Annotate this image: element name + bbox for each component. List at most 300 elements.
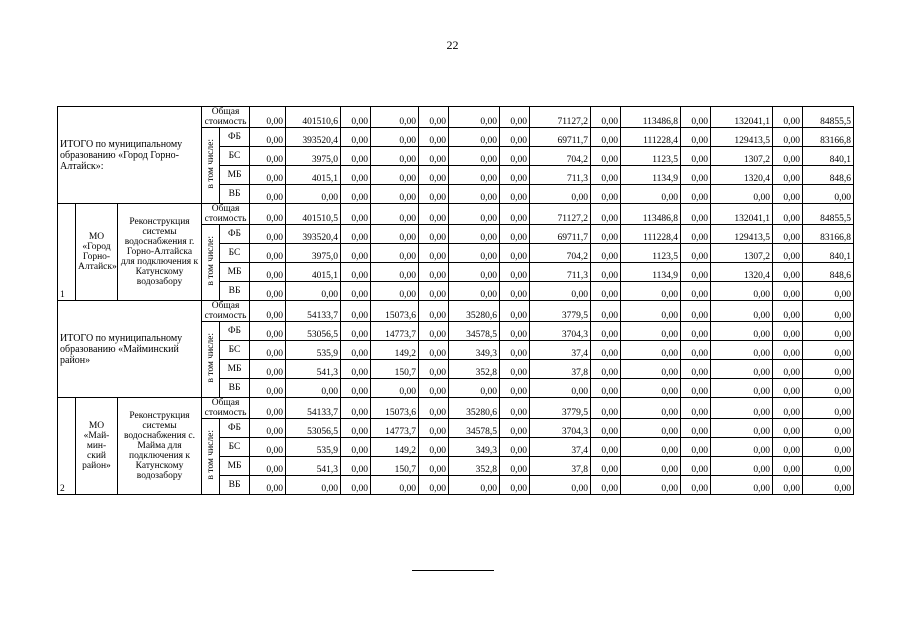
- value-cell: 541,3: [286, 360, 341, 379]
- value-cell: 0,00: [681, 263, 711, 282]
- value-cell: 352,8: [449, 457, 500, 476]
- value-cell: 0,00: [250, 322, 286, 341]
- value-cell: 0,00: [419, 263, 449, 282]
- value-cell: 0,00: [341, 322, 371, 341]
- value-cell: 0,00: [449, 476, 500, 495]
- value-cell: 0,00: [250, 419, 286, 438]
- value-cell: 0,00: [419, 398, 449, 419]
- value-cell: 0,00: [286, 282, 341, 301]
- value-cell: 0,00: [773, 147, 803, 166]
- funding-source-label: МБ: [220, 457, 250, 476]
- value-cell: 0,00: [449, 128, 500, 147]
- value-cell: 0,00: [250, 398, 286, 419]
- value-cell: 535,9: [286, 438, 341, 457]
- page-number: 22: [446, 38, 459, 52]
- value-cell: 0,00: [500, 341, 530, 360]
- value-cell: 0,00: [449, 166, 500, 185]
- value-cell: 1123,5: [621, 244, 681, 263]
- value-cell: 0,00: [591, 282, 621, 301]
- value-cell: 352,8: [449, 360, 500, 379]
- value-cell: 0,00: [681, 457, 711, 476]
- value-cell: 0,00: [250, 476, 286, 495]
- value-cell: 0,00: [341, 438, 371, 457]
- value-cell: 0,00: [773, 282, 803, 301]
- value-cell: 0,00: [371, 476, 419, 495]
- value-cell: 0,00: [681, 107, 711, 128]
- value-cell: 0,00: [681, 476, 711, 495]
- municipality-name: МО «Май-мин-ский район»: [76, 398, 118, 495]
- value-cell: 0,00: [449, 379, 500, 398]
- value-cell: 0,00: [419, 457, 449, 476]
- value-cell: 150,7: [371, 360, 419, 379]
- value-cell: 0,00: [500, 107, 530, 128]
- value-cell: 0,00: [681, 419, 711, 438]
- value-cell: 0,00: [530, 476, 591, 495]
- value-cell: 150,7: [371, 457, 419, 476]
- value-cell: 0,00: [803, 476, 854, 495]
- value-cell: 0,00: [681, 301, 711, 322]
- item-index: 1: [58, 204, 76, 301]
- value-cell: 0,00: [591, 263, 621, 282]
- value-cell: 0,00: [286, 476, 341, 495]
- value-cell: 0,00: [500, 301, 530, 322]
- value-cell: 132041,1: [711, 204, 773, 225]
- value-cell: 0,00: [711, 476, 773, 495]
- including-text: в том числе:: [205, 333, 216, 383]
- value-cell: 0,00: [591, 438, 621, 457]
- value-cell: 0,00: [250, 379, 286, 398]
- value-cell: 3975,0: [286, 147, 341, 166]
- value-cell: 149,2: [371, 341, 419, 360]
- value-cell: 0,00: [449, 107, 500, 128]
- value-cell: 0,00: [621, 438, 681, 457]
- value-cell: 14773,7: [371, 419, 419, 438]
- value-cell: 1123,5: [621, 147, 681, 166]
- value-cell: 3779,5: [530, 398, 591, 419]
- value-cell: 0,00: [341, 341, 371, 360]
- value-cell: 0,00: [341, 128, 371, 147]
- value-cell: 0,00: [803, 457, 854, 476]
- value-cell: 0,00: [371, 185, 419, 204]
- value-cell: 0,00: [681, 398, 711, 419]
- value-cell: 0,00: [371, 244, 419, 263]
- value-cell: 37,8: [530, 360, 591, 379]
- value-cell: 0,00: [419, 438, 449, 457]
- value-cell: 0,00: [621, 301, 681, 322]
- value-cell: 0,00: [500, 128, 530, 147]
- value-cell: 0,00: [530, 185, 591, 204]
- table-row: [58, 398, 854, 419]
- value-cell: 0,00: [621, 322, 681, 341]
- value-cell: 0,00: [419, 301, 449, 322]
- value-cell: 71127,2: [530, 107, 591, 128]
- project-name: Реконструкция системы водоснабжения г. Горно-Алтайска для подключения к Катунскому водозабору: [118, 204, 202, 301]
- value-cell: 0,00: [341, 457, 371, 476]
- funding-source-label: ФБ: [220, 225, 250, 244]
- value-cell: 0,00: [250, 301, 286, 322]
- value-cell: 0,00: [681, 204, 711, 225]
- value-cell: 0,00: [621, 419, 681, 438]
- value-cell: 0,00: [419, 166, 449, 185]
- value-cell: 0,00: [591, 204, 621, 225]
- value-cell: 704,2: [530, 244, 591, 263]
- value-cell: 3975,0: [286, 244, 341, 263]
- value-cell: 4015,1: [286, 166, 341, 185]
- value-cell: 35280,6: [449, 398, 500, 419]
- value-cell: 0,00: [419, 282, 449, 301]
- value-cell: 0,00: [250, 282, 286, 301]
- value-cell: 0,00: [711, 398, 773, 419]
- value-cell: 704,2: [530, 147, 591, 166]
- value-cell: 0,00: [681, 166, 711, 185]
- value-cell: 111228,4: [621, 225, 681, 244]
- including-label: [202, 419, 220, 495]
- value-cell: 0,00: [500, 244, 530, 263]
- value-cell: 401510,5: [286, 204, 341, 225]
- value-cell: 0,00: [500, 438, 530, 457]
- value-cell: 0,00: [341, 244, 371, 263]
- value-cell: 0,00: [591, 360, 621, 379]
- funding-source-label: МБ: [220, 263, 250, 282]
- value-cell: 0,00: [419, 185, 449, 204]
- value-cell: 0,00: [371, 204, 419, 225]
- value-cell: 0,00: [803, 301, 854, 322]
- value-cell: 0,00: [591, 398, 621, 419]
- total-title: ИТОГО по муниципальному образованию «Майминский район»: [58, 301, 202, 398]
- value-cell: 113486,8: [621, 204, 681, 225]
- value-cell: 0,00: [803, 322, 854, 341]
- value-cell: 0,00: [250, 166, 286, 185]
- value-cell: 0,00: [711, 379, 773, 398]
- value-cell: 0,00: [803, 398, 854, 419]
- value-cell: 0,00: [773, 204, 803, 225]
- including-text: в том числе:: [205, 430, 216, 480]
- value-cell: 0,00: [419, 107, 449, 128]
- value-cell: 0,00: [341, 398, 371, 419]
- value-cell: 0,00: [591, 107, 621, 128]
- value-cell: 0,00: [500, 476, 530, 495]
- value-cell: 0,00: [591, 244, 621, 263]
- value-cell: 0,00: [341, 419, 371, 438]
- value-cell: 0,00: [803, 379, 854, 398]
- funding-source-label: ВБ: [220, 476, 250, 495]
- value-cell: 0,00: [341, 301, 371, 322]
- value-cell: 0,00: [621, 457, 681, 476]
- value-cell: 0,00: [773, 457, 803, 476]
- value-cell: 0,00: [773, 438, 803, 457]
- value-cell: 0,00: [591, 185, 621, 204]
- value-cell: 0,00: [371, 107, 419, 128]
- value-cell: 0,00: [500, 379, 530, 398]
- value-cell: 0,00: [711, 438, 773, 457]
- value-cell: 0,00: [591, 147, 621, 166]
- value-cell: 0,00: [681, 225, 711, 244]
- value-cell: 0,00: [773, 107, 803, 128]
- value-cell: 15073,6: [371, 301, 419, 322]
- value-cell: 349,3: [449, 438, 500, 457]
- total-cost-label: Общая стоимость: [202, 301, 250, 322]
- including-label: [202, 225, 220, 301]
- value-cell: 0,00: [419, 360, 449, 379]
- value-cell: 4015,1: [286, 263, 341, 282]
- value-cell: 0,00: [449, 263, 500, 282]
- value-cell: 0,00: [591, 419, 621, 438]
- value-cell: 0,00: [419, 244, 449, 263]
- value-cell: 14773,7: [371, 322, 419, 341]
- value-cell: 1320,4: [711, 166, 773, 185]
- value-cell: 0,00: [773, 225, 803, 244]
- value-cell: 129413,5: [711, 128, 773, 147]
- value-cell: 0,00: [500, 322, 530, 341]
- value-cell: 0,00: [500, 225, 530, 244]
- value-cell: 15073,6: [371, 398, 419, 419]
- value-cell: 0,00: [449, 204, 500, 225]
- value-cell: 1320,4: [711, 263, 773, 282]
- value-cell: 0,00: [419, 476, 449, 495]
- item-index: 2: [58, 398, 76, 495]
- value-cell: 0,00: [341, 107, 371, 128]
- value-cell: 0,00: [250, 457, 286, 476]
- funding-source-label: БС: [220, 244, 250, 263]
- value-cell: 129413,5: [711, 225, 773, 244]
- value-cell: 83166,8: [803, 128, 854, 147]
- value-cell: 0,00: [711, 360, 773, 379]
- value-cell: 71127,2: [530, 204, 591, 225]
- value-cell: 0,00: [681, 341, 711, 360]
- value-cell: 0,00: [371, 166, 419, 185]
- value-cell: 0,00: [250, 128, 286, 147]
- value-cell: 0,00: [419, 128, 449, 147]
- value-cell: 401510,6: [286, 107, 341, 128]
- value-cell: 0,00: [419, 147, 449, 166]
- value-cell: 0,00: [681, 438, 711, 457]
- value-cell: 0,00: [621, 398, 681, 419]
- value-cell: 69711,7: [530, 128, 591, 147]
- value-cell: 0,00: [371, 282, 419, 301]
- value-cell: 0,00: [286, 185, 341, 204]
- value-cell: 0,00: [250, 185, 286, 204]
- value-cell: 3779,5: [530, 301, 591, 322]
- table-row: [58, 107, 854, 128]
- value-cell: 0,00: [449, 282, 500, 301]
- value-cell: 0,00: [500, 166, 530, 185]
- including-label: [202, 128, 220, 204]
- value-cell: 0,00: [250, 360, 286, 379]
- value-cell: 0,00: [681, 360, 711, 379]
- value-cell: 83166,8: [803, 225, 854, 244]
- value-cell: 0,00: [591, 457, 621, 476]
- funding-source-label: ФБ: [220, 322, 250, 341]
- funding-source-label: МБ: [220, 360, 250, 379]
- value-cell: 0,00: [449, 185, 500, 204]
- value-cell: 0,00: [773, 301, 803, 322]
- value-cell: 840,1: [803, 147, 854, 166]
- value-cell: 0,00: [773, 244, 803, 263]
- value-cell: 393520,4: [286, 128, 341, 147]
- value-cell: 0,00: [621, 185, 681, 204]
- value-cell: 0,00: [711, 419, 773, 438]
- value-cell: 69711,7: [530, 225, 591, 244]
- funding-source-label: ВБ: [220, 379, 250, 398]
- value-cell: 0,00: [591, 166, 621, 185]
- value-cell: 53056,5: [286, 322, 341, 341]
- value-cell: 34578,5: [449, 419, 500, 438]
- value-cell: 0,00: [773, 341, 803, 360]
- value-cell: 393520,4: [286, 225, 341, 244]
- value-cell: 0,00: [711, 282, 773, 301]
- value-cell: 0,00: [591, 476, 621, 495]
- value-cell: 0,00: [591, 225, 621, 244]
- value-cell: 0,00: [419, 225, 449, 244]
- value-cell: 0,00: [449, 147, 500, 166]
- value-cell: 0,00: [803, 360, 854, 379]
- value-cell: 349,3: [449, 341, 500, 360]
- value-cell: 0,00: [803, 438, 854, 457]
- funding-source-label: ФБ: [220, 128, 250, 147]
- funding-source-label: МБ: [220, 166, 250, 185]
- value-cell: 0,00: [341, 225, 371, 244]
- table-row: [58, 301, 854, 322]
- value-cell: 54133,7: [286, 301, 341, 322]
- value-cell: 1134,9: [621, 166, 681, 185]
- value-cell: 848,6: [803, 263, 854, 282]
- value-cell: 0,00: [500, 204, 530, 225]
- value-cell: 0,00: [803, 185, 854, 204]
- value-cell: 0,00: [419, 204, 449, 225]
- value-cell: 0,00: [711, 341, 773, 360]
- value-cell: 0,00: [286, 379, 341, 398]
- value-cell: 84855,5: [803, 204, 854, 225]
- value-cell: 0,00: [621, 476, 681, 495]
- including-text: в том числе:: [205, 236, 216, 286]
- value-cell: 0,00: [711, 457, 773, 476]
- value-cell: 0,00: [681, 282, 711, 301]
- value-cell: 840,1: [803, 244, 854, 263]
- value-cell: 53056,5: [286, 419, 341, 438]
- value-cell: 0,00: [681, 244, 711, 263]
- total-cost-label: Общая стоимость: [202, 107, 250, 128]
- value-cell: 0,00: [341, 204, 371, 225]
- value-cell: 0,00: [341, 147, 371, 166]
- value-cell: 132041,1: [711, 107, 773, 128]
- value-cell: 541,3: [286, 457, 341, 476]
- total-title: ИТОГО по муниципальному образованию «Город Горно-Алтайск»:: [58, 107, 202, 204]
- funding-source-label: БС: [220, 147, 250, 166]
- value-cell: 1134,9: [621, 263, 681, 282]
- table-body: [58, 107, 854, 495]
- value-cell: 0,00: [773, 476, 803, 495]
- value-cell: 3704,3: [530, 322, 591, 341]
- value-cell: 0,00: [341, 379, 371, 398]
- value-cell: 0,00: [250, 147, 286, 166]
- value-cell: 0,00: [500, 147, 530, 166]
- value-cell: 113486,8: [621, 107, 681, 128]
- funding-source-label: ФБ: [220, 419, 250, 438]
- value-cell: 711,3: [530, 166, 591, 185]
- value-cell: 0,00: [681, 185, 711, 204]
- value-cell: 0,00: [681, 379, 711, 398]
- value-cell: 0,00: [371, 379, 419, 398]
- value-cell: 0,00: [250, 225, 286, 244]
- funding-source-label: ВБ: [220, 282, 250, 301]
- value-cell: 0,00: [621, 360, 681, 379]
- value-cell: 0,00: [621, 379, 681, 398]
- table-row: [58, 204, 854, 225]
- value-cell: 0,00: [371, 128, 419, 147]
- value-cell: 0,00: [341, 263, 371, 282]
- value-cell: 0,00: [711, 322, 773, 341]
- value-cell: 0,00: [250, 263, 286, 282]
- value-cell: 0,00: [371, 147, 419, 166]
- value-cell: 34578,5: [449, 322, 500, 341]
- value-cell: 0,00: [371, 263, 419, 282]
- value-cell: 0,00: [530, 282, 591, 301]
- value-cell: 0,00: [250, 341, 286, 360]
- value-cell: 0,00: [449, 244, 500, 263]
- value-cell: 0,00: [681, 322, 711, 341]
- value-cell: 535,9: [286, 341, 341, 360]
- value-cell: 0,00: [773, 128, 803, 147]
- value-cell: 3704,3: [530, 419, 591, 438]
- value-cell: 37,4: [530, 341, 591, 360]
- value-cell: 54133,7: [286, 398, 341, 419]
- value-cell: 848,6: [803, 166, 854, 185]
- value-cell: 0,00: [711, 185, 773, 204]
- value-cell: 1307,2: [711, 244, 773, 263]
- funding-source-label: БС: [220, 341, 250, 360]
- funding-source-label: ВБ: [220, 185, 250, 204]
- value-cell: 711,3: [530, 263, 591, 282]
- value-cell: 0,00: [250, 438, 286, 457]
- value-cell: 0,00: [621, 341, 681, 360]
- value-cell: 0,00: [419, 379, 449, 398]
- value-cell: 0,00: [591, 341, 621, 360]
- value-cell: 0,00: [681, 147, 711, 166]
- project-name: Реконструкция системы водоснабжения с. Майма для подключения к Катунскому водозабору: [118, 398, 202, 495]
- value-cell: 84855,5: [803, 107, 854, 128]
- value-cell: 0,00: [419, 322, 449, 341]
- value-cell: 0,00: [341, 476, 371, 495]
- financing-table: [57, 106, 854, 495]
- value-cell: 0,00: [773, 379, 803, 398]
- value-cell: 0,00: [341, 166, 371, 185]
- value-cell: 0,00: [500, 360, 530, 379]
- value-cell: 0,00: [803, 282, 854, 301]
- total-cost-label: Общая стоимость: [202, 204, 250, 225]
- value-cell: 0,00: [500, 398, 530, 419]
- value-cell: 0,00: [449, 225, 500, 244]
- value-cell: 0,00: [530, 379, 591, 398]
- value-cell: 0,00: [591, 322, 621, 341]
- value-cell: 1307,2: [711, 147, 773, 166]
- value-cell: 0,00: [419, 341, 449, 360]
- value-cell: 0,00: [591, 379, 621, 398]
- value-cell: 0,00: [371, 225, 419, 244]
- value-cell: 0,00: [773, 419, 803, 438]
- value-cell: 0,00: [773, 360, 803, 379]
- value-cell: 0,00: [773, 263, 803, 282]
- value-cell: 0,00: [419, 419, 449, 438]
- value-cell: 0,00: [591, 128, 621, 147]
- footnote-rule: [412, 570, 494, 571]
- value-cell: 37,4: [530, 438, 591, 457]
- funding-source-label: БС: [220, 438, 250, 457]
- including-label: [202, 322, 220, 398]
- value-cell: 0,00: [250, 244, 286, 263]
- value-cell: 0,00: [591, 301, 621, 322]
- value-cell: 0,00: [681, 128, 711, 147]
- including-text: в том числе:: [205, 139, 216, 189]
